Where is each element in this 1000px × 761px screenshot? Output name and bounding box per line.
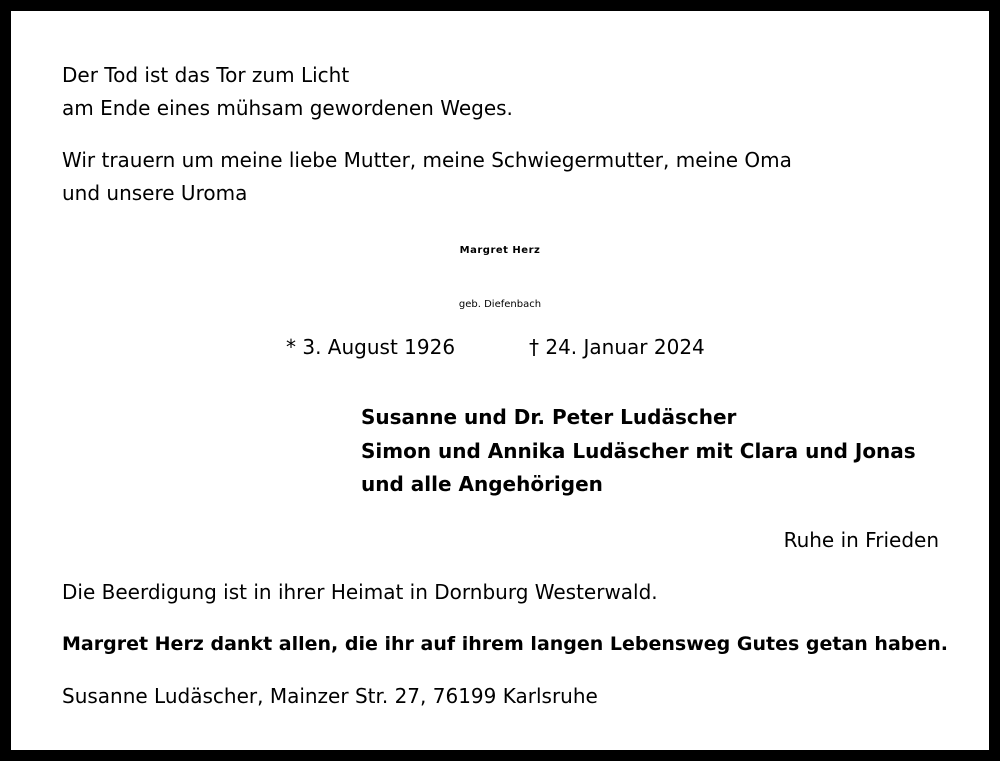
mourner-line-3: und alle Angehörigen <box>361 472 603 496</box>
obituary-notice <box>11 11 989 750</box>
verse-line-1: Der Tod ist das Tor zum Licht <box>62 63 350 87</box>
contact-address: Susanne Ludäscher, Mainzer Str. 27, 76199 Karlsruhe <box>62 684 598 708</box>
verse-line-2: am Ende eines mühsam gewordenen Weges. <box>62 96 513 120</box>
mourner-line-1: Susanne und Dr. Peter Ludäscher <box>361 405 737 429</box>
death-date: † 24. Januar 2024 <box>529 335 705 359</box>
intro-line-2: und unsere Uroma <box>62 181 248 205</box>
thanks-note: Margret Herz dankt allen, die ihr auf ihrem langen Lebensweg Gutes getan haben. <box>62 633 949 655</box>
closing-phrase: Ruhe in Frieden <box>783 528 939 552</box>
intro-line-1: Wir trauern um meine liebe Mutter, meine Schwiegermutter, meine Oma <box>62 148 792 172</box>
burial-note: Die Beerdigung ist in ihrer Heimat in Dornburg Westerwald. <box>62 580 658 604</box>
deceased-name: Margret Herz <box>459 245 541 256</box>
maiden-name: geb. Diefenbach <box>458 299 542 310</box>
mourner-line-2: Simon und Annika Ludäscher mit Clara und Jonas <box>361 439 916 463</box>
birth-date: * 3. August 1926 <box>286 335 456 359</box>
